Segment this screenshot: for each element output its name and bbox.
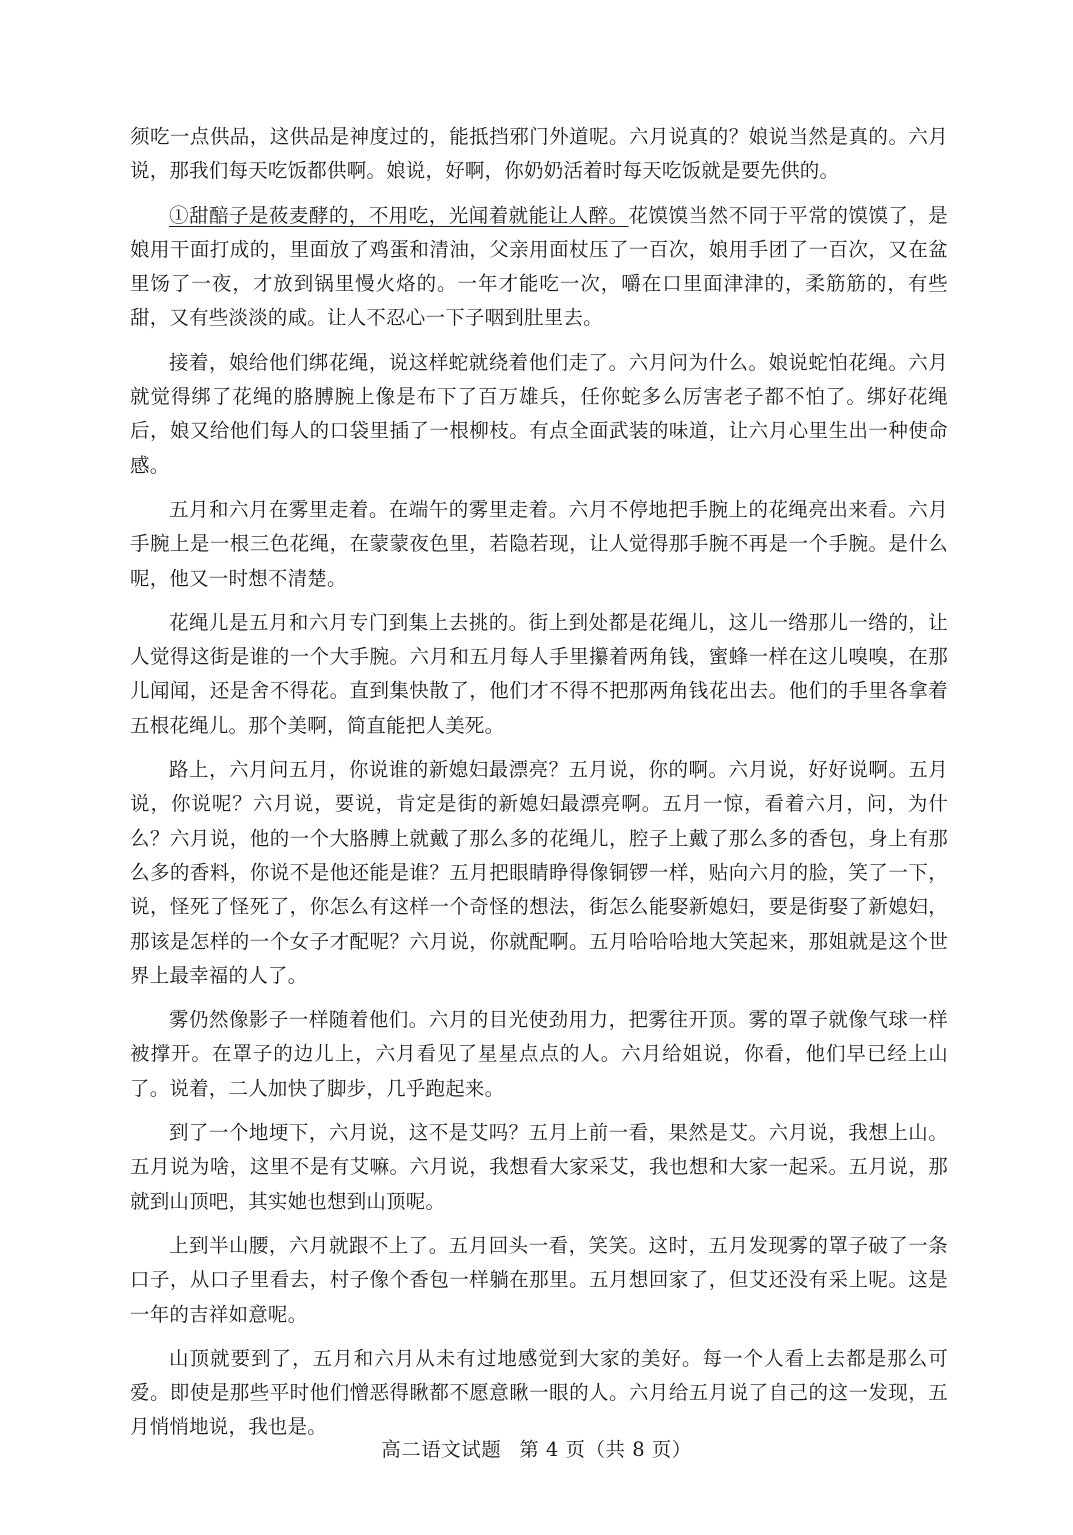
paragraph-text: 花馍馍当然不同于平常的馍馍了，是娘用干面打成的，里面放了鸡蛋和清油，父亲用面杖压了一百次，娘用手团了一百次，又在盆里饧了一夜，才放到锅里慢火烙的。一年才能吃一次，嚼在口里面津津的，柔筋筋的，有些甜，又有些淡淡的咸。让人不忍心一下子咽到肚里去。	[130, 203, 948, 330]
paragraph-8	[130, 1116, 948, 1219]
paragraph-text: 到了一个地埂下，六月说，这不是艾吗？五月上前一看，果然是艾。六月说，我想上山。五月说为啥，这里不是有艾嘛。六月说，我想看大家采艾，我也想和大家一起采。五月说，那就到山顶吧，其实她也想到山顶呢。	[130, 1121, 948, 1213]
paragraph-text: 须吃一点供品，这供品是神度过的，能抵挡邪门外道呢。六月说真的？娘说当然是真的。六月说，那我们每天吃饭都供啊。娘说，好啊，你奶奶活着时每天吃饭就是要先供的。	[130, 125, 948, 183]
paragraph-text: 五月和六月在雾里走着。在端午的雾里走着。六月不停地把手腕上的花绳亮出来看。六月手腕上是一根三色花绳，在蒙蒙夜色里，若隐若现，让人觉得那手腕不再是一个手腕。是什么呢，他又一时想不清楚。	[130, 497, 948, 590]
paragraph-1	[130, 120, 948, 189]
paragraph-text: 接着，娘给他们绑花绳，说这样蛇就绕着他们走了。六月问为什么。娘说蛇怕花绳。六月就觉得绑了花绳的胳膊腕上像是布下了百万雄兵，任你蛇多么厉害老子都不怕了。绑好花绳后，娘又给他们每人的口袋里插了一根柳枝。有点全面武装的味道，让六月心里生出一种使命感。	[130, 350, 948, 477]
paragraph-10	[130, 1342, 948, 1445]
article-body	[130, 120, 948, 1455]
underlined-sentence: ①甜醅子是莜麦酵的，不用吃，光闻着就能让人醉。	[169, 203, 629, 227]
paragraph-5	[130, 606, 948, 743]
paragraph-6	[130, 753, 948, 993]
paragraph-7	[130, 1003, 948, 1106]
paragraph-text: 上到半山腰，六月就跟不上了。五月回头一看，笑笑。这时，五月发现雾的罩子破了一条口子，从口子里看去，村子像个香包一样躺在那里。五月想回家了，但艾还没有采上呢。这是一年的吉祥如意呢。	[130, 1233, 948, 1326]
paragraph-text: 山顶就要到了，五月和六月从未有过地感觉到大家的美好。每一个人看上去都是那么可爱。即使是那些平时他们憎恶得瞅都不愿意瞅一眼的人。六月给五月说了自己的这一发现，五月悄悄地说，我也是。	[130, 1346, 948, 1439]
paragraph-text: 路上，六月问五月，你说谁的新媳妇最漂亮？五月说，你的啊。六月说，好好说啊。五月说，你说呢？六月说，要说，肯定是街的新媳妇最漂亮啊。五月一惊，看着六月，问，为什么？六月说，他的一个大胳膊上就戴了那么多的花绳儿，腔子上戴了那么多的香包，身上有那么多的香料，你说不是他还能是谁？五月把眼睛睁得像铜锣一样，贴向六月的脸，笑了一下，说，怪死了怪死了，你怎么有这样一个奇怪的想法，街怎么能娶新媳妇，要是街娶了新媳妇，那该是怎样的一个女子才配呢？六月说，你就配啊。五月哈哈哈地大笑起来，那姐就是这个世界上最幸福的人了。	[130, 758, 948, 987]
paragraph-9	[130, 1229, 948, 1332]
paragraph-4	[130, 493, 948, 596]
footer-page-number: 第 4 页（共 8 页）	[519, 1438, 692, 1461]
footer-subject: 高二语文试题	[381, 1438, 502, 1461]
paragraph-3	[130, 346, 948, 483]
page-footer	[0, 1434, 1073, 1462]
paragraph-2	[130, 199, 948, 336]
paragraph-text: 雾仍然像影子一样随着他们。六月的目光使劲用力，把雾往开顶。雾的罩子就像气球一样被撑开。在罩子的边儿上，六月看见了星星点点的人。六月给姐说，你看，他们早已经上山了。说着，二人加快了脚步，几乎跑起来。	[130, 1008, 948, 1100]
paragraph-text: 花绳儿是五月和六月专门到集上去挑的。街上到处都是花绳儿，这儿一绺那儿一绺的，让人觉得这街是谁的一个大手腕。六月和五月每人手里攥着两角钱，蜜蜂一样在这儿嗅嗅，在那儿闻闻，还是舍不得花。直到集快散了，他们才不得不把那两角钱花出去。他们的手里各拿着五根花绳儿。那个美啊，简直能把人美死。	[130, 610, 948, 737]
